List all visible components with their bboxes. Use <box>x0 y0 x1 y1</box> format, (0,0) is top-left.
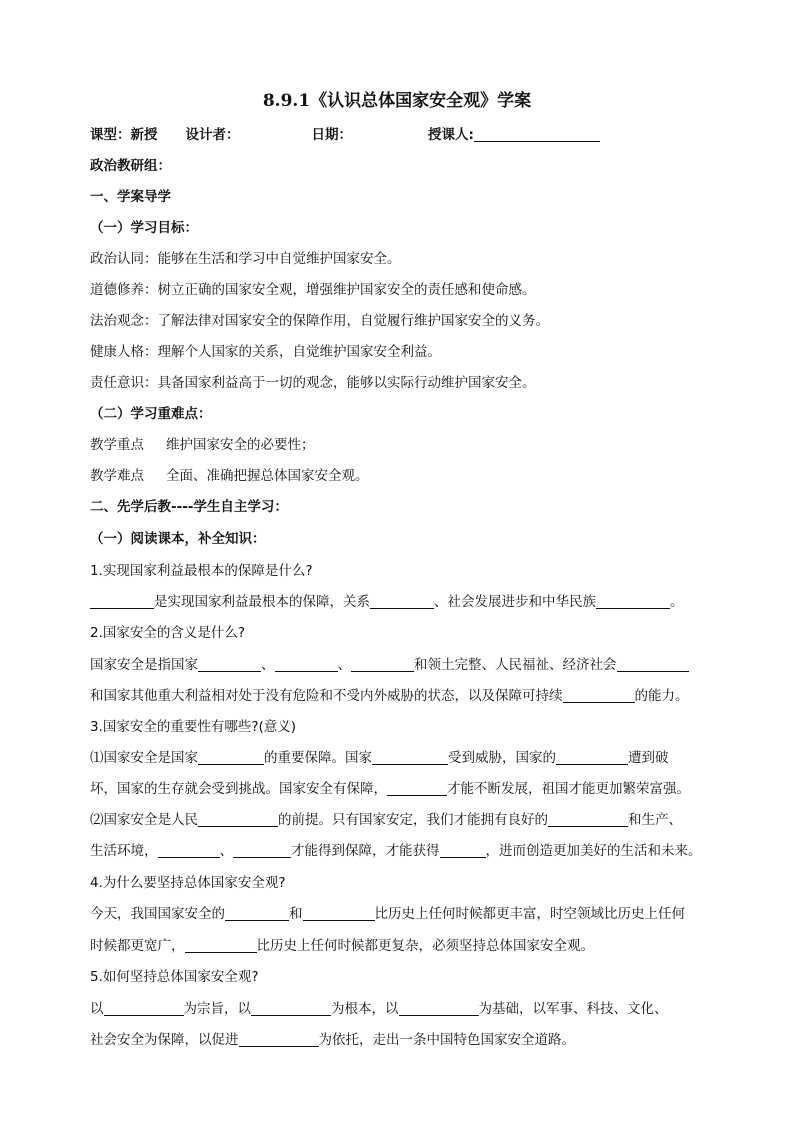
goal-item: 道德修养：树立正确的国家安全观，增强维护国家安全的责任感和使命感。 <box>90 282 536 298</box>
answer-text: ⑴国家安全是国家 <box>90 750 198 766</box>
question-5: 5.如何坚持总体国家安全观? <box>90 969 259 985</box>
answer-text: 、 <box>219 843 233 859</box>
difficult-point-row <box>90 467 369 485</box>
answer-text: 生活环境， <box>90 843 158 859</box>
answer-3-line-4 <box>90 842 702 860</box>
answer-text: 时候都更宽广， <box>90 938 185 954</box>
fill-blank[interactable] <box>596 594 670 609</box>
date-label: 日期： <box>311 127 352 143</box>
answer-text: 和领土完整、人民福祉、经济社会 <box>414 657 617 673</box>
key-point-label: 教学重点 <box>90 437 144 453</box>
fill-blank[interactable] <box>225 906 289 921</box>
fill-blank[interactable] <box>563 688 635 703</box>
difficult-point-text: 全面、准确把握总体国家安全观。 <box>166 468 369 484</box>
answer-3-line-1 <box>90 749 669 767</box>
answer-3-line-2 <box>90 780 690 798</box>
question-4: 4.为什么要坚持总体国家安全观? <box>90 875 286 891</box>
reading-heading: （一）阅读课本，补全知识： <box>90 531 266 547</box>
answer-text: 和国家其他重大利益相对处于没有危险和不受内外威胁的状态，以及保障可持续 <box>90 688 563 704</box>
teacher-label: 授课人: <box>428 127 474 143</box>
answer-text: 是实现国家利益最根本的保障，关系 <box>154 594 370 610</box>
answer-text: 国家安全是指国家 <box>90 657 198 673</box>
page-title: 8.9.1《认识总体国家安全观》学案 <box>262 91 532 111</box>
answer-text: 的前提。只有国家安定，我们才能拥有良好的 <box>278 812 548 828</box>
group-label: 政治教研组： <box>90 158 171 174</box>
fill-blank[interactable] <box>556 750 628 765</box>
answer-text: 和生产、 <box>628 812 682 828</box>
question-2: 2.国家安全的含义是什么? <box>90 625 246 641</box>
goal-item: 健康人格：理解个人国家的关系，自觉维护国家安全利益。 <box>90 344 441 360</box>
fill-blank[interactable] <box>233 843 291 858</box>
answer-text: 的重要保障。国家 <box>264 750 372 766</box>
fill-blank[interactable] <box>351 657 414 672</box>
answer-text: 以 <box>90 1001 104 1017</box>
goal-item: 法治观念：了解法律对国家安全的保障作用，自觉履行维护国家安全的义务。 <box>90 313 549 329</box>
fill-blank[interactable] <box>370 594 434 609</box>
fill-blank[interactable] <box>399 1001 479 1016</box>
fill-blank[interactable] <box>440 843 486 858</box>
key-heading: （二）学习重难点： <box>90 406 212 422</box>
answer-text: 比历史上任何时候都更复杂，必须坚持总体国家安全观。 <box>256 938 594 954</box>
designer-label: 设计者： <box>185 127 240 143</box>
answer-text: 社会安全为保障，以促进 <box>90 1032 239 1048</box>
answer-text: 为宗旨，以 <box>183 1001 251 1017</box>
fill-blank[interactable] <box>303 906 375 921</box>
answer-text: 。 <box>670 594 684 610</box>
answer-1-line <box>90 593 684 611</box>
answer-text: ⑵国家安全是人民 <box>90 812 198 828</box>
fill-blank[interactable] <box>185 938 257 953</box>
answer-text: 比历史上任何时候都更丰富，时空领域比历史上任何 <box>374 906 685 922</box>
answer-2-line-2 <box>90 687 689 705</box>
fill-blank[interactable] <box>198 812 278 827</box>
fill-blank[interactable] <box>387 781 447 796</box>
difficult-point-label: 教学难点 <box>90 468 144 484</box>
goal-item: 政治认同：能够在生活和学习中自觉维护国家安全。 <box>90 251 401 267</box>
answer-text: 才能得到保障，才能获得 <box>291 843 440 859</box>
fill-blank[interactable] <box>617 657 689 672</box>
section2-heading: 二、先学后教----学生自主学习： <box>90 499 288 515</box>
key-point-text: 维护国家安全的必要性； <box>166 437 315 453</box>
answer-4-line-2 <box>90 937 594 955</box>
fill-blank[interactable] <box>104 1001 184 1016</box>
answer-text: 今天，我国国家安全的 <box>90 906 225 922</box>
meta-row <box>90 126 600 144</box>
key-point-row <box>90 436 315 454</box>
answer-4-line-1 <box>90 905 685 923</box>
answer-text: 为基础，以军事、科技、文化、 <box>478 1001 668 1017</box>
answer-3-line-3 <box>90 811 682 829</box>
goal-item: 责任意识：具备国家利益高于一切的观念，能够以实际行动维护国家安全。 <box>90 375 536 391</box>
fill-blank[interactable] <box>198 657 261 672</box>
answer-5-line-1 <box>90 1000 668 1018</box>
answer-text: 受到威胁，国家的 <box>448 750 556 766</box>
teacher-blank[interactable] <box>474 127 600 142</box>
answer-text: 和 <box>289 906 303 922</box>
section1-heading: 一、学案导学 <box>90 189 171 205</box>
answer-text: ，进而创造更加美好的生活和未来。 <box>485 843 702 859</box>
answer-text: 为根本，以 <box>331 1001 399 1017</box>
answer-text: 遭到破 <box>628 750 669 766</box>
answer-text: 才能不断发展，祖国才能更加繁荣富强。 <box>447 781 690 797</box>
fill-blank[interactable] <box>90 594 154 609</box>
question-3: 3.国家安全的重要性有哪些?(意义) <box>90 719 297 735</box>
lesson-type-label: 课型：新授 <box>90 127 158 143</box>
fill-blank[interactable] <box>198 750 264 765</box>
answer-text: 、 <box>261 657 275 673</box>
answer-2-line-1 <box>90 656 689 674</box>
fill-blank[interactable] <box>251 1001 331 1016</box>
fill-blank[interactable] <box>548 812 628 827</box>
question-1: 1.实现国家利益最根本的保障是什么? <box>90 563 313 579</box>
fill-blank[interactable] <box>275 657 338 672</box>
fill-blank[interactable] <box>372 750 448 765</box>
fill-blank[interactable] <box>239 1032 319 1047</box>
answer-text: 的能力。 <box>634 688 689 704</box>
answer-text: 为依托，走出一条中国特色国家安全道路。 <box>318 1032 575 1048</box>
answer-text: 、社会发展进步和中华民族 <box>434 594 596 610</box>
fill-blank[interactable] <box>158 843 220 858</box>
answer-text: 、 <box>337 657 351 673</box>
answer-5-line-2 <box>90 1031 575 1049</box>
goals-heading: （一）学习目标： <box>90 220 198 236</box>
answer-text: 坏，国家的生存就会受到挑战。国家安全有保障， <box>90 781 387 797</box>
